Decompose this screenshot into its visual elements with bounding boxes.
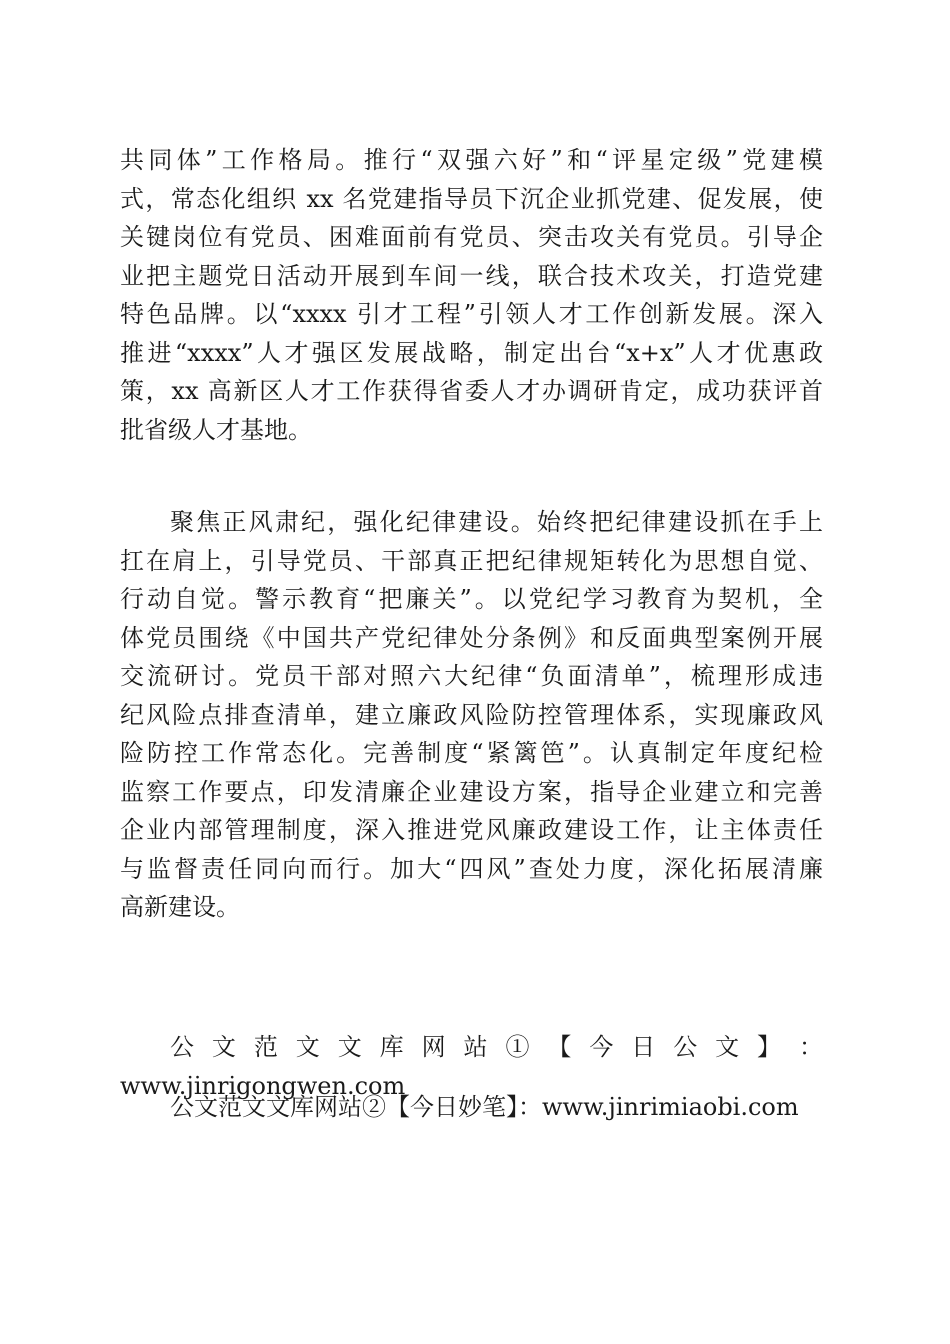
paragraph-party-building (120, 141, 823, 449)
text-line: 行动自觉。警示教育“把廉关”。以党纪学习教育为契机，全 (120, 585, 823, 613)
text-line: 关键岗位有党员、困难面前有党员、突击攻关有党员。引导企 (120, 223, 823, 251)
text-line: 式，常态化组织 xx 名党建指导员下沉企业抓党建、促发展，使 (120, 184, 823, 213)
text-line: 与监督责任同向而行。加大“四风”查处力度，深化拓展清廉 (120, 854, 823, 883)
text-line: 聚焦正风肃纪，强化纪律建设。始终把纪律建设抓在手上 (170, 508, 823, 536)
text-line: 业把主题党日活动开展到车间一线，联合技术攻关，打造党建 (120, 261, 823, 290)
text-line: 策，xx 高新区人才工作获得省委人才办调研肯定，成功获评首 (120, 377, 823, 405)
text-line: 监察工作要点，印发清廉企业建设方案，指导企业建立和完善 (120, 777, 823, 806)
footer-line: 公 文 范 文 文 库 网 站 ① 【 今 日 公 文 】 ： (170, 1033, 823, 1061)
footer-url-link[interactable]: www.jinrigongwen.com (120, 1071, 406, 1100)
paragraph-discipline (120, 503, 823, 927)
footer-website-2 (120, 1088, 823, 1127)
text-line: 特色品牌。以“xxxx 引才工程”引领人才工作创新发展。深入 (120, 300, 823, 328)
text-line: 共同体”工作格局。推行“双强六好”和“评星定级”党建模 (120, 146, 823, 174)
text-line: 险防控工作常态化。完善制度“紧篱笆”。认真制定年度纪检 (120, 739, 823, 767)
text-line: 交流研讨。党员干部对照六大纪律“负面清单”，梳理形成违 (120, 662, 823, 690)
text-line: 推进“xxxx”人才强区发展战略，制定出台“x+x”人才优惠政 (120, 338, 823, 367)
footer-line[interactable]: 公文范文文库网站②【今日妙笔】：www.jinrimiaobi.com (170, 1093, 799, 1121)
text-line: 扛在肩上，引导党员、干部真正把纪律规矩转化为思想自觉、 (120, 546, 823, 575)
text-line: 高新建设。 (120, 893, 240, 921)
text-line: 企业内部管理制度，深入推进党风廉政建设工作，让主体责任 (120, 816, 823, 844)
text-line: 批省级人才基地。 (120, 415, 312, 444)
text-line: 纪风险点排查清单，建立廉政风险防控管理体系，实现廉政风 (120, 700, 823, 729)
text-line: 体党员围绕《中国共产党纪律处分条例》和反面典型案例开展 (120, 623, 823, 652)
